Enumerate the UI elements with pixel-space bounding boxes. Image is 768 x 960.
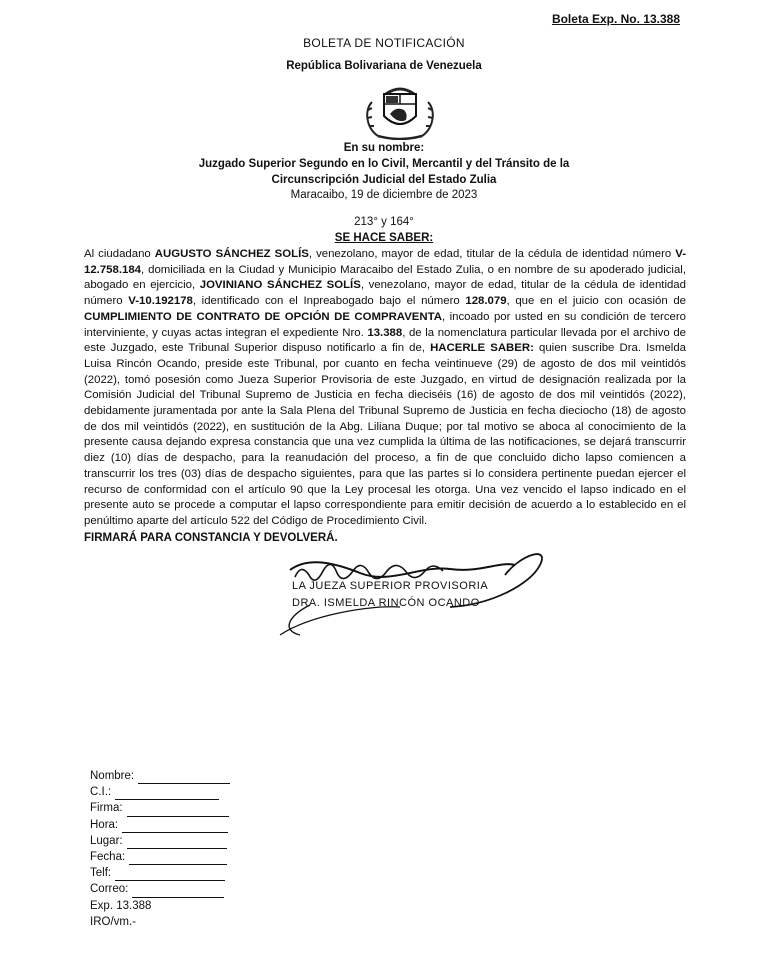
expedient-number: Exp. 13.388: [90, 899, 152, 912]
court-name-line-1: Juzgado Superior Segundo en lo Civil, Mercantil y del Tránsito de la: [198, 158, 570, 170]
republic-heading: República Bolivariana de Venezuela: [286, 60, 482, 72]
form-field-fecha: Fecha:: [90, 849, 230, 865]
form-field-correo: Correo:: [90, 881, 230, 897]
folio-years: 213° y 164°: [354, 216, 414, 228]
form-field-ci: C.I.:: [90, 784, 230, 800]
reference-initials: IRO/vm.-: [90, 915, 136, 928]
court-name-line-2: Circunscripción Judicial del Estado Zulia: [271, 174, 497, 186]
form-field-lugar: Lugar:: [90, 833, 230, 849]
receipt-form: [90, 768, 230, 930]
place-and-date: Maracaibo, 19 de diciembre de 2023: [290, 189, 478, 201]
coat-of-arms-icon: [360, 80, 440, 140]
signatory-name: DRA. ISMELDA RINCÓN OCANDO: [292, 597, 480, 609]
signatory-title: LA JUEZA SUPERIOR PROVISORIA: [292, 580, 489, 592]
form-field-hora: Hora:: [90, 817, 230, 833]
in-name-line: En su nombre:: [343, 142, 425, 154]
hace-saber-heading: SE HACE SABER:: [334, 232, 434, 244]
boleta-reference: Boleta Exp. No. 13.388: [551, 12, 680, 26]
form-field-firma: Firma:: [90, 800, 230, 816]
document-type-title: BOLETA DE NOTIFICACIÓN: [303, 36, 465, 50]
notification-body: Al ciudadano AUGUSTO SÁNCHEZ SOLÍS, venezolano, mayor de edad, titular de la cédula de identidad número V-12.758.184, domiciliada en la Ciudad y Municipio Maracaibo del Estado Zulia, o en nombre de su apoderado judicial, abogado en ejercicio, JOVINIANO SÁNCHEZ SOLÍS, venezolano, mayor de edad, titular de la cédula de identidad número V-10.192178, identificado con el Inpreabogado bajo el número 128.079, que en el juicio con ocasión de CUMPLIMIENTO DE CONTRATO DE OPCIÓN DE COMPRAVENTA, incoado por usted en su condición de tercero interviniente, y cuyas actas integran el expediente Nro. 13.388, de la nomenclatura particular llevada por el archivo de este Juzgado, este Tribunal Superior dispuso notificarlo a fin de, HACERLE SABER: quien suscribe Dra. Ismelda Luisa Rincón Ocando, preside este Tribunal, por cuanto en fecha veintinueve (29) de agosto de dos mil veintidós (2022), tomó posesión como Jueza Superior Provisoria de este Juzgado, en virtud de designación realizada por la Comisión Judicial del Tribunal Supremo de Justicia en fecha dieciséis (16) de agosto de dos mil veintidós (2022), debidamente juramentada por ante la Sala Plena del Tribunal Supremo de Justicia en fecha dieciocho (18) de agosto de dos mil veintidós (2022), en sustitución de la Abg. Liliana Duque; por tal motivo se aboca al conocimiento de la presente causa dejando expresa constancia que una vez cumplida la última de las notificaciones, se dejará transcurrir diez (10) días de despacho, para la reanudación del proceso, a fin de que concluido dicho lapso comiencen a transcurrir los tres (03) días de despacho siguientes, para que las partes si lo considera pertinente puedan ejercer el recurso de conformidad con el artículo 90 que la Ley procesal les otorga. Una vez vencido el lapso indicado en el presente auto se procede a computar el lapso correspondiente para emitir decisión de acuerdo a lo establecido en el penúltimo aparte del artículo 522 del Código de Procedimiento Civil.: [84, 248, 687, 527]
closing-instruction: FIRMARÁ PARA CONSTANCIA Y DEVOLVERÁ.: [84, 532, 338, 544]
form-field-telf: Telf:: [90, 865, 230, 881]
form-field-nombre: Nombre:: [90, 768, 230, 784]
